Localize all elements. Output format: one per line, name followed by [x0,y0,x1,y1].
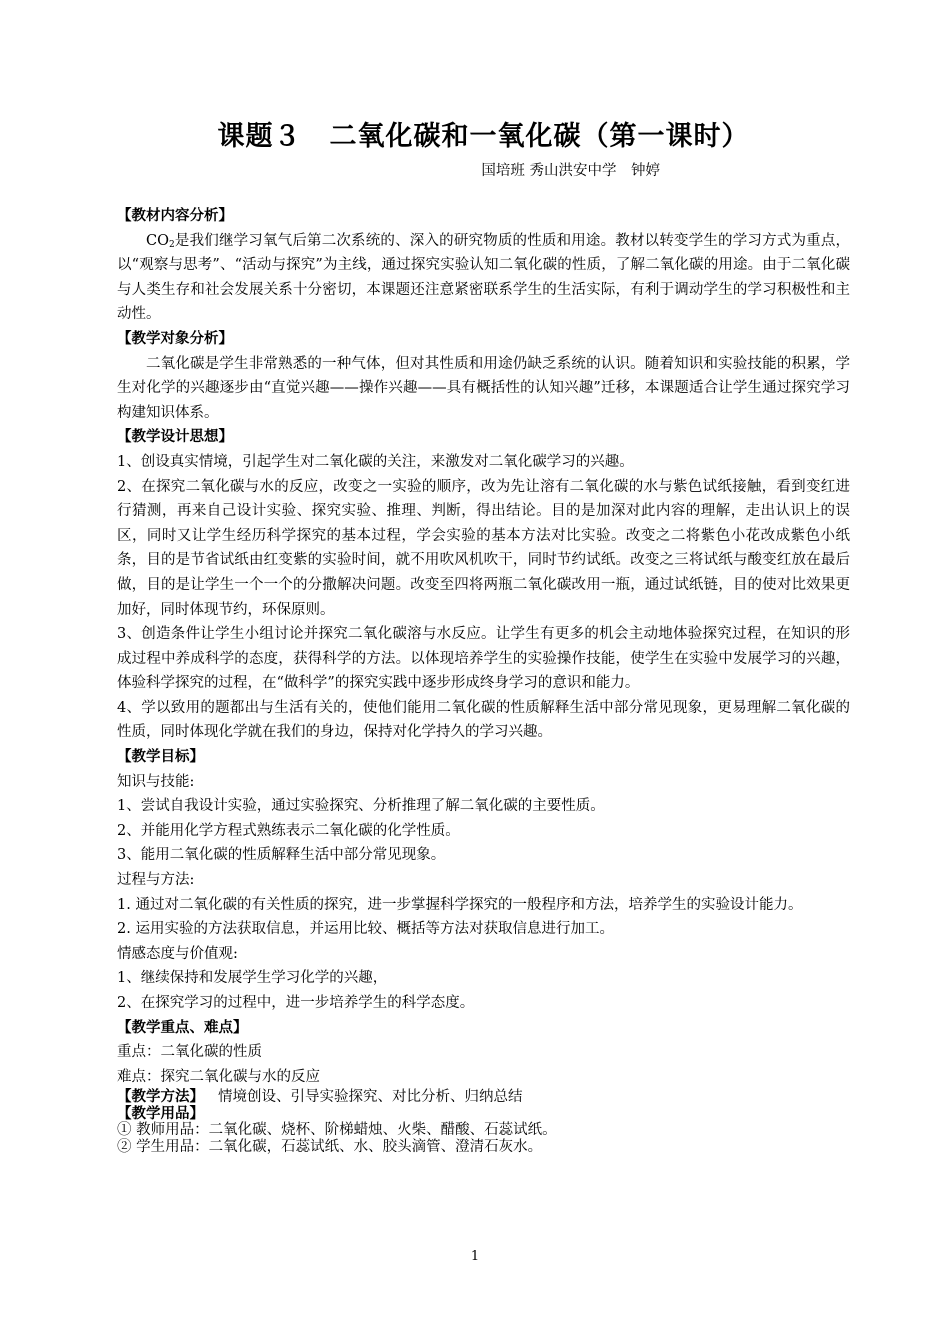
page-number: 1 [470,1249,480,1264]
author-line: 国培班 秀山洪安中学 钟婷 [481,163,660,179]
heading-object-analysis: 【教学对象分析】 [117,329,233,347]
objective-item: 1. 通过对二氧化碳的有关性质的探究，进一步掌握科学探究的一般程序和方法，培养学生的实验设计能力。 [117,896,803,913]
objective-item: 2. 运用实验的方法获取信息，并运用比较、概括等方法对获取信息进行加工。 [117,921,614,938]
objective-item: 2、并能用化学方程式熟练表示二氧化碳的化学性质。 [117,822,460,839]
heading-methods: 【教学方法】 [117,1088,204,1106]
methods-line [117,1089,850,1106]
objective-item: 2、在探究学习的过程中，进一步培养学生的科学态度。 [117,995,475,1011]
methods-and-supplies [117,1089,850,1155]
teacher-supplies: ① 教师用品：二氧化碳、烧杯、阶梯蜡烛、火柴、醋酸、石蕊试纸。 [117,1122,557,1139]
object-analysis-paragraph: 二氧化碳是学生非常熟悉的一种气体，但对其性质和用途仍缺乏系统的认识。随着知识和实验技能的积累，学生对化学的兴趣逐步由“直觉兴趣——操作兴趣——具有概括性的认知兴趣”迁移，本课题适合让学生通过探究学习构建知识体系。 [117,355,850,421]
heading-content-analysis: 【教材内容分析】 [117,207,233,224]
heading-design-ideas: 【教学设计思想】 [117,428,233,446]
objective-item: 1、继续保持和发展学生学习化学的兴趣， [117,970,388,987]
heading-objectives: 【教学目标】 [117,748,204,766]
student-supplies: ② 学生用品：二氧化碳，石蕊试纸、水、胶头滴管、澄清石灰水。 [117,1138,543,1155]
objective-item: 1、尝试自我设计实验，通过实验探究、分析推理了解二氧化碳的主要性质。 [117,798,605,815]
design-idea-item: 3、创造条件让学生小组讨论并探究二氧化碳溶与水反应。让学生有更多的机会主动地体验探究过程，在知识的形成过程中养成科学的态度，获得科学的方法。以体现培养学生的实验操作技能，使学生在实验中发展学习的兴趣，体验科学探究的过程，在“做科学”的探究实践中逐步形成终身学习的意识和能力。 [117,626,850,692]
heading-supplies: 【教学用品】 [117,1104,204,1122]
difficult-point: 难点：探究二氧化碳与水的反应 [117,1068,320,1085]
process-label: 过程与方法: [117,872,195,889]
key-point: 重点：二氧化碳的性质 [117,1044,262,1061]
knowledge-label: 知识与技能: [117,773,195,790]
document-page [117,118,850,1155]
design-idea-item: 2、在探究二氧化碳与水的反应，改变之一实验的顺序，改为先让溶有二氧化碳的水与紫色试纸接触，看到变红进行猜测，再来自己设计实验、探究实验、推理、判断，得出结论。目的是加深对此内容的理解，走出认识上的误区，同时又让学生经历科学探究的基本过程，学会实验的基本方法对比实验。改变之二将紫色小花改成紫色小纸条，目的是节省试纸由红变紫的实验时间，就不用吹风机吹干，同时节约试纸。改变之三将试纸与酸变红放在最后做，目的是让学生一个一个的分撒解决问题。改变至四将两瓶二氧化碳改用一瓶，通过试纸链，目的使对比效果更加好，同时体现节约，环保原则。 [117,478,850,618]
heading-key-points: 【教学重点、难点】 [117,1018,248,1036]
design-idea-item: 4、学以致用的题都出与生活有关的，使他们能用二氧化碳的性质解释生活中部分常见现象，更易理解二氧化碳的性质，同时体现化学就在我们的身边，保持对化学持久的学习兴趣。 [117,699,850,741]
methods-text: 情境创设、引导实验探究、对比分析、归纳总结 [218,1089,523,1106]
design-idea-item: 1、创设真实情境，引起学生对二氧化碳的关注，来激发对二氧化碳学习的兴趣。 [117,453,634,470]
objective-item: 3、能用二氧化碳的性质解释生活中部分常见现象。 [117,847,446,864]
document-title: 课题３ 二氧化碳和一氧化碳（第一课时） [217,121,750,152]
co2-formula: $CO_2$ [146,232,175,250]
emotion-label: 情感态度与价值观: [117,945,238,962]
content-analysis-paragraph: $CO_2$是我们继学习氧气后第二次系统的、深入的研究物质的性质和用途。教材以转变学生的学习方式为重点，以“观察与思考”、“活动与探究”为主线，通过探究实验认知二氧化碳的性质，了解二氧化碳的用途。由于二氧化碳与人类生存和社会发展关系十分密切，本课题还注意紧密联系学生的生活实际，有利于调动学生的学习积极性和主动性。 [117,232,850,323]
